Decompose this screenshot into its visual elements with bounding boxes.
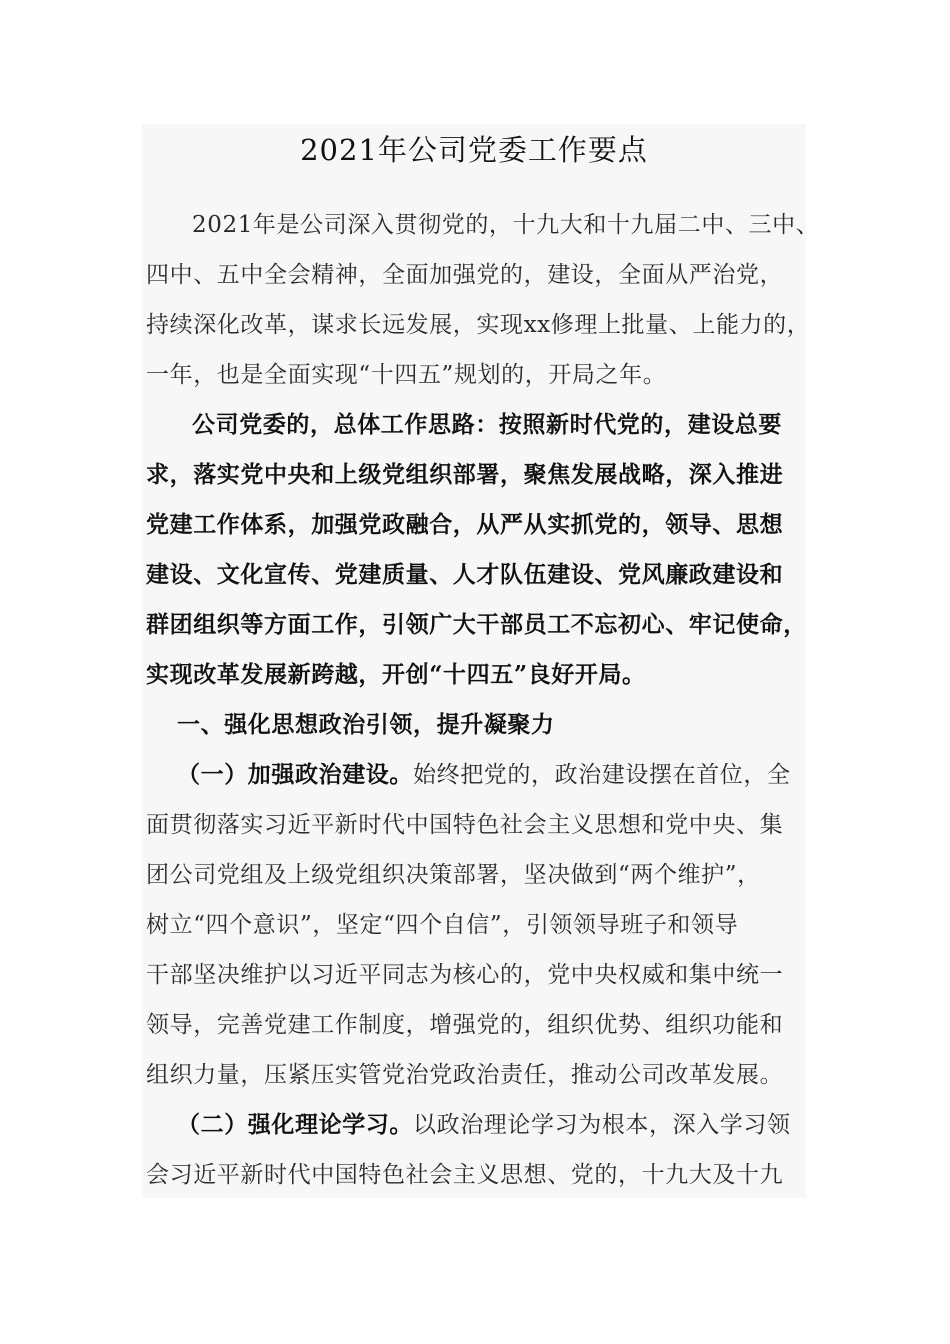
section-2-first-line [177,1110,791,1140]
section-1-line-3: 团公司党组及上级党组织决策部署，坚决做到“两个维护”， [146,862,761,888]
paragraph-1-line-4: 一年，也是全面实现“十四五”规划的，开局之年。 [146,362,667,388]
section-1-first-line-text: 始终把党的，政治建设摆在首位，全 [413,762,791,788]
section-1-line-6: 领导，完善党建工作制度，增强党的，组织优势、组织功能和 [146,1012,784,1038]
section-1-line-4: 树立“四个意识”，坚定“四个自信”，引领领导班子和领导 [146,912,739,938]
paragraph-1-line-2: 四中、五中全会精神，全面加强党的，建设，全面从严治党， [146,262,784,288]
section-2-line-2: 会习近平新时代中国特色社会主义思想、党的，十九大及十九 [146,1162,784,1188]
paragraph-2-line-2: 求，落实党中央和上级党组织部署，聚焦发展战略，深入推进 [146,461,784,488]
paragraph-2-line-3: 党建工作体系，加强党政融合，从严从实抓党的，领导、思想 [146,511,784,538]
section-heading-1: 一、强化思想政治引领，提升凝聚力 [177,711,555,738]
paragraph-1-line-1: 2021年是公司深入贯彻党的，十九大和十九届二中、三中、 [192,212,820,238]
section-1-first-line [177,760,791,790]
paragraph-2-line-5: 群团组织等方面工作，引领广大干部员工不忘初心、牢记使命， [146,611,807,638]
paragraph-2-line-4: 建设、文化宣传、党建质量、人才队伍建设、党风廉政建设和 [146,561,784,588]
paragraph-2-line-1: 公司党委的，总体工作思路：按照新时代党的，建设总要 [192,411,782,438]
section-1-line-2: 面贯彻落实习近平新时代中国特色社会主义思想和党中央、集 [146,812,784,838]
paragraph-2-line-6: 实现改革发展新跨越，开创“十四五”良好开局。 [146,661,646,688]
section-1-line-5: 干部坚决维护以习近平同志为核心的，党中央权威和集中统一 [146,962,784,988]
section-2-label: （二）强化理论学习。 [177,1111,413,1138]
section-1-label: （一）加强政治建设。 [177,761,413,788]
section-2-first-line-text: 以政治理论学习为根本，深入学习领 [413,1112,791,1138]
section-1-line-7: 组织力量，压紧压实管党治党政治责任，推动公司改革发展。 [146,1062,784,1088]
document-title: 2021年公司党委工作要点 [300,133,648,167]
paragraph-1-line-3: 持续深化改革，谋求长远发展，实现xx修理上批量、上能力的， [146,312,811,338]
